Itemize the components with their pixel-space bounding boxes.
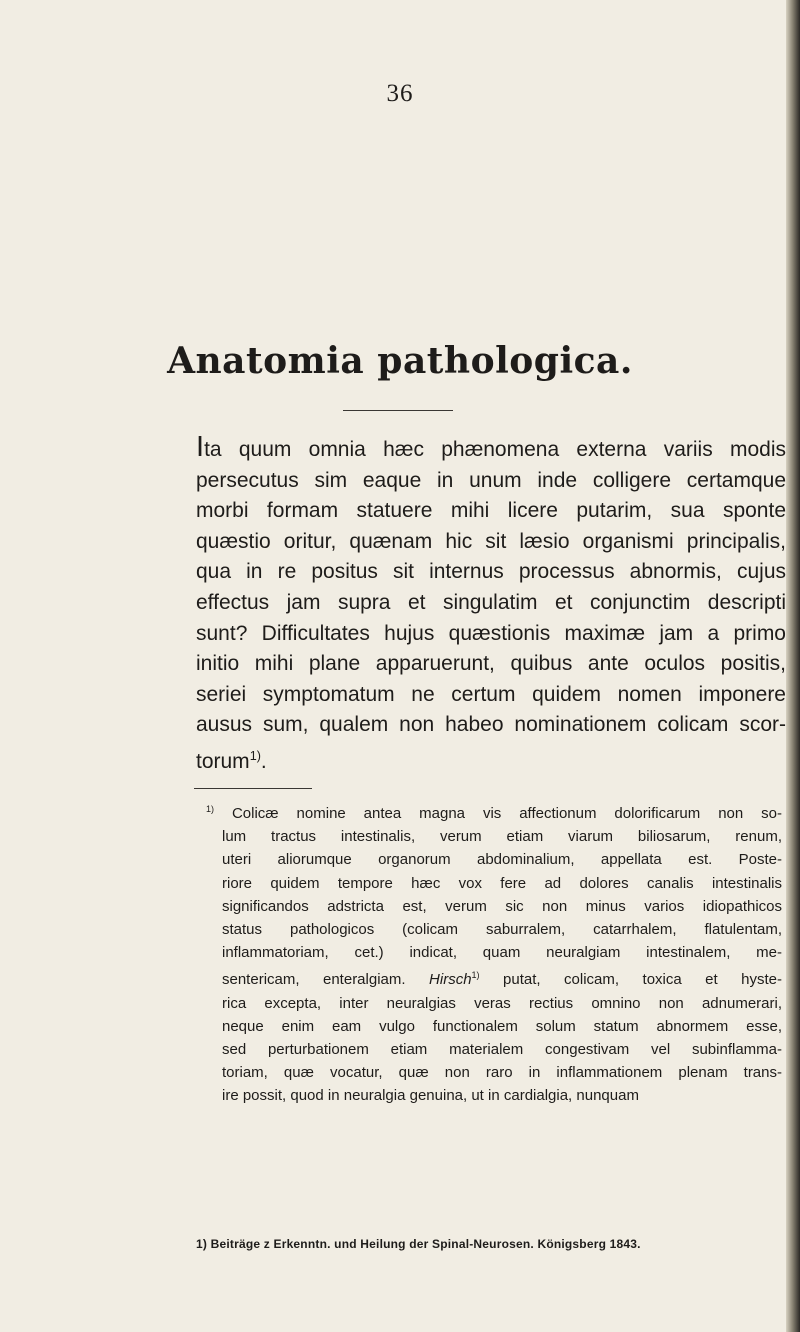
body-line: initio mihi plane apparuerunt, quibus ante oculos positis,: [196, 652, 786, 676]
page-edge: [786, 0, 800, 1332]
footnote-line: riore quidem tempore hæc vox fere ad dolores canalis intestinalis: [222, 874, 782, 892]
page-number: 36: [386, 80, 414, 107]
footnote-line: uteri aliorumque organorum abdominalium, appellata est. Poste-: [222, 851, 782, 869]
footnote-line-text: Colicæ nomine antea magna vis affectionum dolorificarum non so-: [231, 805, 782, 822]
body-line: sunt? Difficultates hujus quæstionis maximæ jam a primo: [196, 621, 786, 645]
footnote-line: rica excepta, inter neuralgias veras rectius omnino non adnumerari,: [222, 994, 782, 1012]
footnote-line: ire possit, quod in neuralgia genuina, ut in cardialgia, nunquam: [222, 1087, 639, 1105]
body-line: qua in re positus sit internus processus abnormis, cujus: [196, 560, 786, 584]
footnote-rule: [194, 788, 312, 789]
author-name: Hirsch: [429, 971, 472, 989]
section-title: Anatomia pathologica.: [167, 340, 633, 382]
footnote-line: inflammatoriam, cet.) indicat, quam neuralgiam intestinalem, me-: [222, 944, 782, 962]
body-line-text: torum: [196, 749, 250, 773]
sentence-end: .: [260, 749, 267, 773]
body-line: morbi formam statuere mihi licere putarim, sua sponte: [196, 499, 786, 523]
footnote-marker: 1): [249, 748, 261, 763]
footnote-line: significandos adstricta est, verum sic non minus varios idiopathicos: [222, 897, 782, 915]
footnote-line: status pathologicos (colicam saburralem, catarrhalem, flatulentam,: [222, 921, 782, 939]
footnote-number: 1): [206, 804, 215, 814]
body-line: effectus jam supra et singulatim et conjunctim descripti: [196, 590, 786, 614]
title-rule: [343, 410, 453, 411]
body-line: Ita quum omnia hæc phænomena externa variis modis: [196, 431, 786, 463]
body-line: seriei symptomatum ne certum quidem nomen imponere: [196, 682, 786, 706]
footnote-line: sed perturbationem etiam materialem congestivam vel subinflamma-: [222, 1041, 782, 1059]
body-paragraph: [196, 432, 786, 778]
body-line: ausus sum, qualem non habeo nominationem colicam scor-: [196, 713, 786, 737]
body-line: quæstio oritur, quænam hic sit læsio organismi principalis,: [196, 529, 786, 553]
footnote: [206, 798, 782, 1108]
footnote-line: [206, 798, 782, 825]
footnote-marker: 1): [471, 970, 480, 981]
footnote-line: lum tractus intestinalis, verum etiam viarum biliosarum, renum,: [222, 828, 782, 846]
footnote-line: [206, 964, 782, 991]
body-line: [196, 741, 786, 778]
footnote-line-text: sentericam, enteralgiam.: [222, 971, 406, 989]
body-line: persecutus sim eaque in unum inde colligere certamque: [196, 468, 786, 492]
footnote-line-text: putat, colicam, toxica et hyste-: [503, 971, 783, 989]
footnote-line: neque enim eam vulgo functionalem solum statum abnormem esse,: [222, 1017, 782, 1035]
bibliographic-reference: 1) Beiträge z Erkenntn. und Heilung der Spinal-Neurosen. Königsberg 1843.: [196, 1237, 641, 1251]
footnote-line: toriam, quæ vocatur, quæ non raro in inflammationem plenam trans-: [222, 1064, 782, 1082]
